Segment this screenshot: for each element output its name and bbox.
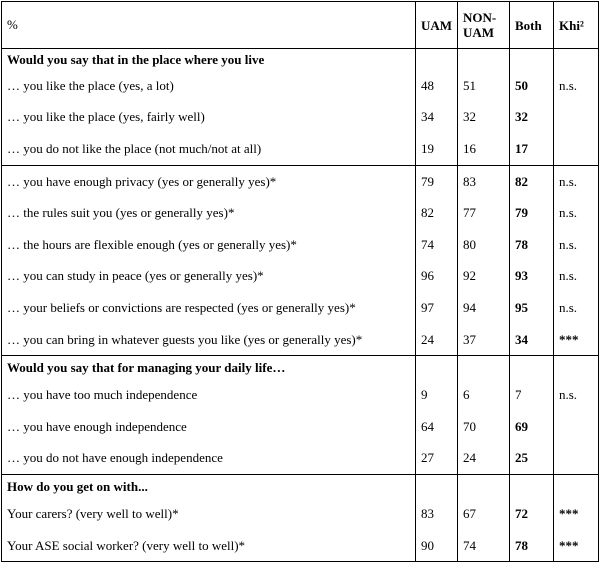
row-label: … you can study in peace (yes or generally yes)* [2,261,416,293]
row-label: … you have too much independence [2,379,416,411]
cell-non-uam: 74 [458,530,510,562]
cell-both: 17 [510,133,554,165]
cell-uam: 96 [416,261,458,293]
cell-both: 7 [510,379,554,411]
row-label: … your beliefs or convictions are respected (yes or generally yes)* [2,292,416,324]
cell-khi [554,443,599,475]
cell-both: 34 [510,324,554,356]
cell-uam: 82 [416,197,458,229]
header-non-uam-line1: NON- [463,10,497,25]
cell-both: 69 [510,411,554,443]
header-non-uam-line2: UAM [463,25,495,40]
cell-both: 78 [510,229,554,261]
cell-both: 95 [510,292,554,324]
table-row [2,197,599,229]
cell-non-uam: 6 [458,379,510,411]
table-row [2,229,599,261]
cell-khi [554,411,599,443]
cell-both: 93 [510,261,554,293]
cell-uam: 24 [416,324,458,356]
cell-uam: 90 [416,530,458,562]
cell-non-uam: 94 [458,292,510,324]
row-label: … you have enough independence [2,411,416,443]
table-row [2,261,599,293]
results-table [1,1,599,562]
cell-khi [554,102,599,134]
cell-uam: 97 [416,292,458,324]
cell-khi: *** [554,530,599,562]
cell-both: 82 [510,165,554,197]
row-label: … you like the place (yes, a lot) [2,70,416,102]
header-both: Both [510,2,554,49]
table-row [2,530,599,562]
row-label: Your ASE social worker? (very well to well)* [2,530,416,562]
table-row [2,133,599,165]
cell-both: 79 [510,197,554,229]
cell-uam: 74 [416,229,458,261]
table-row [2,498,599,530]
header-non-uam [458,2,510,49]
cell-uam: 9 [416,379,458,411]
cell-khi: n.s. [554,292,599,324]
cell-non-uam: 67 [458,498,510,530]
table-row [2,102,599,134]
cell-khi: n.s. [554,229,599,261]
cell-uam: 34 [416,102,458,134]
section-title-row [2,475,599,499]
section-title: How do you get on with... [2,475,416,499]
cell-khi: n.s. [554,165,599,197]
cell-khi: n.s. [554,197,599,229]
cell-uam: 27 [416,443,458,475]
cell-non-uam: 83 [458,165,510,197]
cell-khi: *** [554,498,599,530]
cell-uam: 64 [416,411,458,443]
table-row [2,292,599,324]
row-label: … the rules suit you (yes or generally yes)* [2,197,416,229]
cell-uam: 79 [416,165,458,197]
cell-khi: *** [554,324,599,356]
row-label: … the hours are flexible enough (yes or generally yes)* [2,229,416,261]
table-row [2,70,599,102]
cell-non-uam: 80 [458,229,510,261]
row-label: Your carers? (very well to well)* [2,498,416,530]
header-row [2,2,599,49]
cell-khi: n.s. [554,70,599,102]
header-percent: % [2,2,416,49]
cell-khi: n.s. [554,261,599,293]
cell-khi [554,133,599,165]
cell-non-uam: 77 [458,197,510,229]
table-row [2,165,599,197]
section-title-row [2,49,599,71]
cell-non-uam: 32 [458,102,510,134]
table-row [2,324,599,356]
section-title-row [2,356,599,380]
row-label: … you like the place (yes, fairly well) [2,102,416,134]
header-uam: UAM [416,2,458,49]
table-row [2,443,599,475]
header-khi: Khi² [554,2,599,49]
cell-uam: 48 [416,70,458,102]
section-title: Would you say that in the place where you live [2,49,416,71]
cell-uam: 83 [416,498,458,530]
cell-non-uam: 16 [458,133,510,165]
section-title: Would you say that for managing your daily life… [2,356,416,380]
cell-non-uam: 92 [458,261,510,293]
row-label: … you do not have enough independence [2,443,416,475]
cell-khi: n.s. [554,379,599,411]
cell-uam: 19 [416,133,458,165]
cell-non-uam: 70 [458,411,510,443]
cell-non-uam: 51 [458,70,510,102]
cell-both: 32 [510,102,554,134]
cell-both: 72 [510,498,554,530]
table-row [2,411,599,443]
cell-non-uam: 24 [458,443,510,475]
row-label: … you do not like the place (not much/not at all) [2,133,416,165]
row-label: … you have enough privacy (yes or generally yes)* [2,165,416,197]
row-label: … you can bring in whatever guests you like (yes or generally yes)* [2,324,416,356]
cell-both: 50 [510,70,554,102]
cell-both: 25 [510,443,554,475]
table-row [2,379,599,411]
cell-non-uam: 37 [458,324,510,356]
cell-both: 78 [510,530,554,562]
